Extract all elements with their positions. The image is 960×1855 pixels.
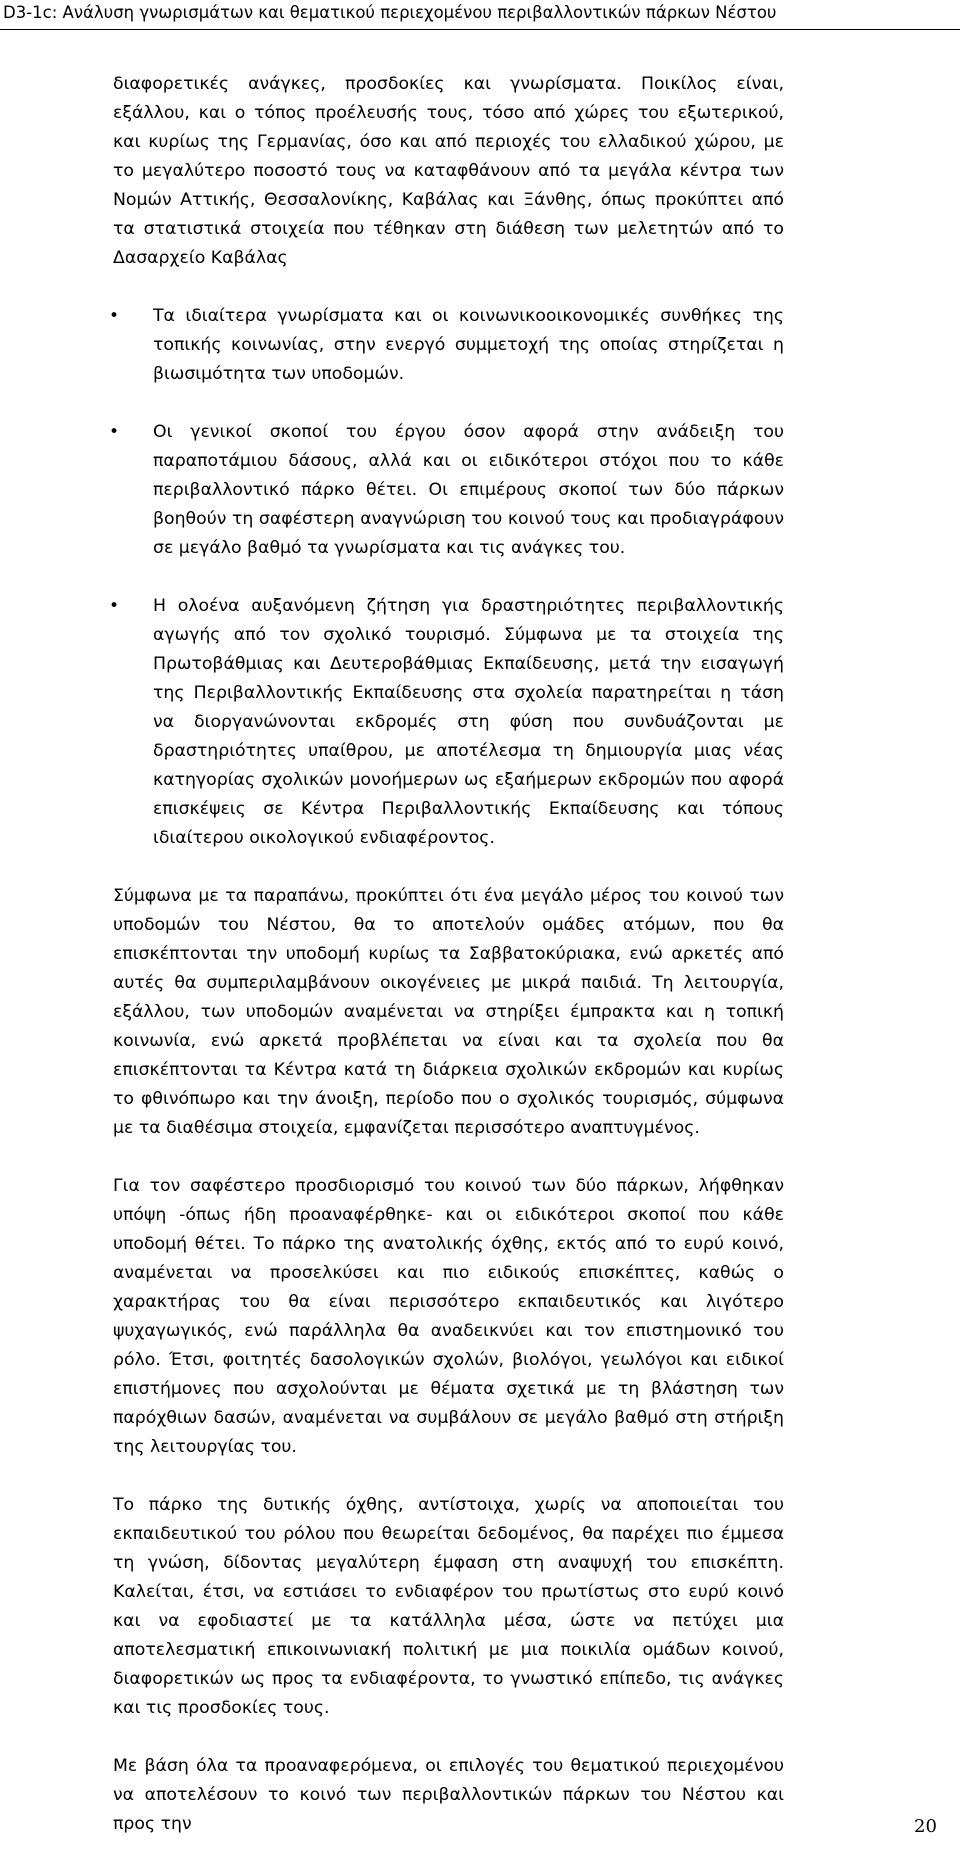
document-body — [109, 70, 784, 1839]
bullet-text: Οι γενικοί σκοποί του έργου όσον αφορά στην ανάδειξη του παραποτάμιου δάσους, αλλά και οι ειδικότεροι στόχοι που το κάθε περιβαλλοντικό πάρκο θέτει. Οι επιμέρους σκοποί των δύο πάρκων βοηθούν τη σαφέστερη αναγνώριση του κοινού τους και προδιαγράφουν σε μεγάλο βαθμό τα γνωρίσματα και τις ανάγκες του. — [153, 422, 784, 558]
bullet-marker: • — [109, 422, 120, 442]
body-paragraph: Σύμφωνα με τα παραπάνω, προκύπτει ότι ένα μεγάλο μέρος του κοινού των υποδομών του Νέστου, θα το αποτελούν ομάδες ατόμων, που θα επισκέπτονται την υποδομή κυρίως τα Σαββατοκύριακα, ενώ αρκετές από αυτές θα συμπεριλαμβάνουν οικογένειες με μικρά παιδιά. Τη λειτουργία, εξάλλου, των υποδομών αναμένεται να στηρίξει έμπρακτα και η τοπική κοινωνία, ενώ αρκετά προβλέπεται να είναι και τα σχολεία που θα επισκέπτονται τα Κέντρα κατά τη διάρκεια σχολικών εκδρομών και κυρίως το φθινόπωρο και την άνοιξη, περίοδο που ο σχολικός τουρισμός, σύμφωνα με τα διαθέσιμα στοιχεία, εμφανίζεται περισσότερο αναπτυγμένος. — [113, 886, 784, 1138]
continuation-paragraph: διαφορετικές ανάγκες, προσδοκίες και γνωρίσματα. Ποικίλος είναι, εξάλλου, και ο τόπος προέλευσής τους, τόσο από χώρες του εξωτερικού, και κυρίως της Γερμανίας, όσο και από περιοχές του ελλαδικού χώρου, με το μεγαλύτερο ποσοστό τους να καταφθάνουν από τα μεγάλα κέντρα των Νομών Αττικής, Θεσσαλονίκης, Καβάλας και Ξάνθης, όπως προκύπτει από τα στατιστικά στοιχεία που τέθηκαν στη διάθεση των μελετητών από το Δασαρχείο Καβάλας — [113, 74, 784, 268]
bullet-item — [109, 592, 784, 853]
bullet-item — [109, 418, 784, 563]
body-paragraph: Για τον σαφέστερο προσδιορισμό του κοινού των δύο πάρκων, λήφθηκαν υπόψη -όπως ήδη προαναφέρθηκε- και οι ειδικότεροι σκοποί που κάθε υποδομή θέτει. Το πάρκο της ανατολικής όχθης, εκτός από το ευρύ κοινό, αναμένεται να προσελκύσει και πιο ειδικούς επισκέπτες, καθώς ο χαρακτήρας του θα είναι περισσότερο εκπαιδευτικός και λιγότερο ψυχαγωγικός, ενώ παράλληλα θα αναδεικνύει και τον επιστημονικό του ρόλο. Έτσι, φοιτητές δασολογικών σχολών, βιολόγοι, γεωλόγοι και ειδικοί επιστήμονες που ασχολούνται με θέματα σχετικά με τη βλάστηση των παρόχθιων δασών, αναμένεται να συμβάλουν σε μεγάλο βαθμό στη στήριξη της λειτουργίας του. — [113, 1176, 784, 1457]
body-paragraph: Με βάση όλα τα προαναφερόμενα, οι επιλογές του θεματικού περιεχομένου να αποτελέσουν το κοινό των περιβαλλοντικών πάρκων του Νέστου και προς την — [113, 1756, 784, 1834]
body-paragraph: Το πάρκο της δυτικής όχθης, αντίστοιχα, χωρίς να αποποιείται του εκπαιδευτικού του ρόλου που θεωρείται δεδομένος, θα παρέχει πιο έμμεσα τη γνώση, δίδοντας μεγαλύτερη έμφαση στη αναψυχή του επισκέπτη. Καλείται, έτσι, να εστιάσει το ενδιαφέρον του πρωτίστως στο ευρύ κοινό και να εφοδιαστεί με τα κατάλληλα μέσα, ώστε να πετύχει μια αποτελεσματική επικοινωνιακή πολιτική με μια ποικιλία ομάδων κοινού, διαφορετικών ως προς τα ενδιαφέροντα, το γνωστικό επίπεδο, τις ανάγκες και τις προσδοκίες τους. — [113, 1495, 784, 1718]
running-header — [0, 0, 960, 30]
bullet-marker: • — [109, 596, 120, 616]
bullet-text: Η ολοένα αυξανόμενη ζήτηση για δραστηριότητες περιβαλλοντικής αγωγής από τον σχολικό τουρισμό. Σύμφωνα με τα στοιχεία της Πρωτοβάθμιας και Δευτεροβάθμιας Εκπαίδευσης, μετά την εισαγωγή της Περιβαλλοντικής Εκπαίδευσης στα σχολεία παρατηρείται η τάση να διοργανώνονται εκδρομές στη φύση που συνδυάζονται με δραστηριότητες υπαίθρου, με αποτέλεσμα τη δημιουργία μιας νέας κατηγορίας σχολικών μονοήμερων ως εξαήμερων εκδρομών που αφορά επισκέψεις σε Κέντρα Περιβαλλοντικής Εκπαίδευσης και τόπους ιδιαίτερου οικολογικού ενδιαφέροντος. — [153, 596, 784, 848]
bullet-text: Τα ιδιαίτερα γνωρίσματα και οι κοινωνικοοικονομικές συνθήκες της τοπικής κοινωνίας, στην ενεργό συμμετοχή της οποίας στηρίζεται η βιωσιμότητα των υποδομών. — [153, 306, 784, 384]
header-title: D3-1c: Ανάλυση γνωρισμάτων και θεματικού περιεχομένου περιβαλλοντικών πάρκων Νέστου — [3, 3, 777, 22]
bullet-item — [109, 302, 784, 389]
bullet-marker: • — [109, 306, 120, 326]
page-number: 20 — [914, 1816, 937, 1837]
